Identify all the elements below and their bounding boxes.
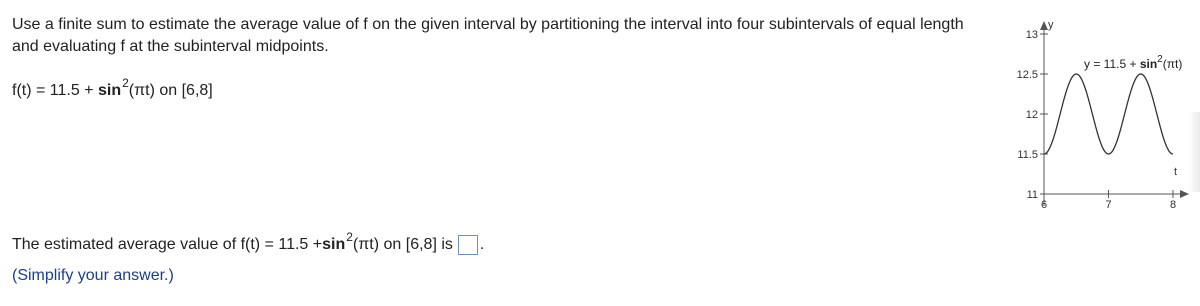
- y-tick-label: 12: [1025, 109, 1038, 121]
- y-tick-label: 11: [1026, 189, 1038, 201]
- graph-equation-sin: sin: [1139, 57, 1158, 71]
- answer-power: 2: [346, 230, 353, 244]
- y-axis-label: y: [1048, 19, 1054, 31]
- graph-svg: [980, 10, 1200, 250]
- edge-shadow: [1188, 112, 1200, 192]
- function-curve: [1044, 74, 1173, 154]
- answer-period: .: [479, 236, 485, 253]
- y-tick-label: 11.5: [1017, 149, 1038, 161]
- instructions-text: Use a finite sum to estimate the average value of f on the given interval by partitioning the interval into four subintervals of equal length and evaluating f at the subinterval midpoints.: [12, 16, 964, 55]
- answer-suffix: (πt) on [6,8] is: [352, 236, 453, 253]
- t-tick-label: 6: [1040, 199, 1048, 211]
- y-ticks: [1017, 29, 1048, 201]
- answer-prefix: The estimated average value of f(t) = 11.5 +: [12, 236, 323, 253]
- graph-equation-arg: (πt): [1162, 57, 1183, 71]
- function-graph: [980, 10, 1200, 250]
- function-power: 2: [122, 76, 129, 90]
- t-tick-label: 8: [1169, 199, 1177, 211]
- function-arg: (πt) on [6,8]: [128, 82, 213, 99]
- graph-equation-power: 2: [1157, 54, 1163, 65]
- graph-equation: [1084, 54, 1182, 71]
- y-tick-label: 13: [1025, 29, 1038, 41]
- function-lhs: f(t) = 11.5 +: [12, 82, 98, 99]
- simplify-hint: (Simplify your answer.): [12, 267, 174, 284]
- t-axis-label: t: [1174, 166, 1178, 178]
- problem-instructions: [12, 14, 972, 58]
- answer-sin: sin: [322, 236, 346, 253]
- function-statement: [12, 76, 213, 102]
- t-ticks: [1041, 190, 1176, 211]
- answer-input[interactable]: [458, 235, 478, 255]
- t-tick-label: 7: [1105, 199, 1112, 211]
- graph-equation-prefix: y = 11.5 +: [1084, 57, 1140, 71]
- y-tick-label: 12.5: [1016, 69, 1038, 81]
- function-sin: sin: [97, 82, 122, 99]
- answer-statement: [12, 230, 485, 256]
